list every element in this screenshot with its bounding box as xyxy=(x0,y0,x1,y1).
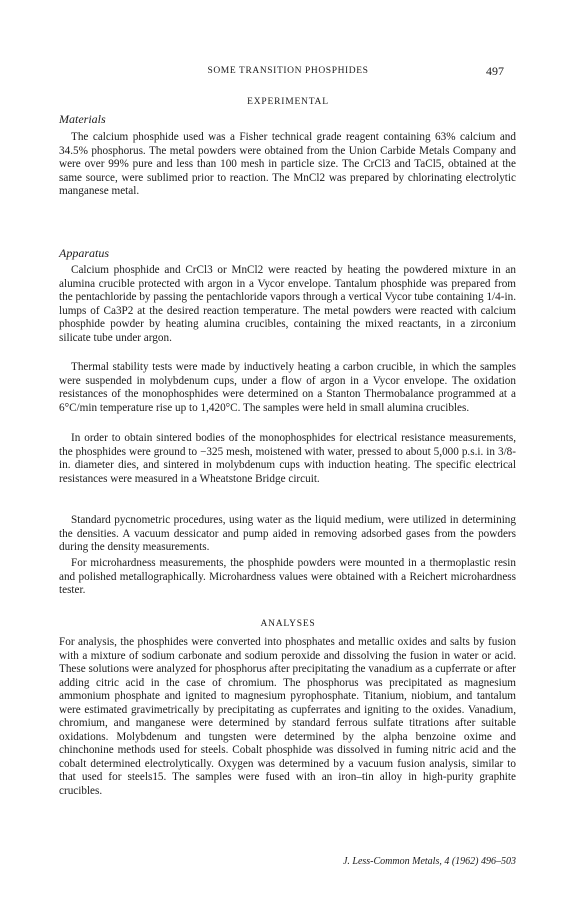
apparatus-paragraph-3: In order to obtain sintered bodies of the monophosphides for electrical resistance measurements, the phosphides were ground to −325 mesh, moistened with water, pressed to about 5,000 p.s.i. in 3/8-in. diameter dies, and sintered in molybdenum cups with induction heating. The specific electrical resistances were measured in a Wheatstone Bridge circuit. xyxy=(59,432,516,485)
running-head xyxy=(0,66,576,82)
apparatus-paragraph-5: For microhardness measurements, the phosphide powders were mounted in a thermoplastic resin and polished metallographically. Microhardness values were obtained with a Reichert microhardness tester. xyxy=(59,557,516,596)
apparatus-paragraph-1: Calcium phosphide and CrCl3 or MnCl2 were reacted by heating the powdered mixture in an alumina crucible protected with argon in a Vycor envelope. Tantalum phosphide was prepared from the pentachloride by passing the pentachloride vapors through a vertical Vycor tube containing 1/4-in. lumps of Ca3P2 at the desired reaction temperature. The metal powders were reacted with calcium phosphide powder by heating alumina crucibles, containing the mixed reactants, in a zirconium silicate tube under argon. xyxy=(59,264,516,344)
materials-paragraph: The calcium phosphide used was a Fisher technical grade reagent containing 63% calcium and 34.5% phosphorus. The metal powders were obtained from the Union Carbide Metals Company and were over 99% pure and less than 100 mesh in particle size. The CrCl3 and TaCl5, obtained at the same source, were sublimed prior to reaction. The MnCl2 was prepared by chlorinating electrolytic manganese metal. xyxy=(59,131,516,197)
page-number: 497 xyxy=(486,64,504,78)
apparatus-subheading: Apparatus xyxy=(59,246,110,260)
journal-citation: J. Less-Common Metals, 4 (1962) 496–503 xyxy=(342,856,516,867)
running-title: SOME TRANSITION PHOSPHIDES xyxy=(207,66,369,76)
analyses-heading: ANALYSES xyxy=(260,619,316,629)
apparatus-paragraph-2: Thermal stability tests were made by inductively heating a carbon crucible, in which the samples were suspended in molybdenum cups, under a flow of argon in a Vycor envelope. The oxidation resistances of the monophosphides were determined on a Stanton Thermobalance programmed at a 6°C/min temperature rise up to 1,420°C. The samples were held in small alumina crucibles. xyxy=(59,361,516,414)
apparatus-paragraph-4: Standard pycnometric procedures, using water as the liquid medium, were utilized in determining the densities. A vacuum dessicator and pump aided in removing adsorbed gases from the powders during the density measurements. xyxy=(59,514,516,553)
analyses-paragraph: For analysis, the phosphides were converted into phosphates and metallic oxides and salts by fusion with a mixture of sodium carbonate and sodium peroxide and dissolving the fusion in water or acid. These solutions were analyzed for phosphorus after precipitating the vanadium as a cupferrate or after adding citric acid in the case of chromium. The phosphorus was precipitated as magnesium ammonium phosphate and ignited to magnesium pyrophosphate. Titanium, niobium, and tantalum were estimated gravimetrically by precipitating as cupferrates and igniting to the oxides. Vanadium, chromium, and manganese were determined by standard ferrous sulfate titrations after suitable oxidations. Molybdenum and tungsten were determined by the alpha benzoine oxime and chinchonine methods used for steels. Cobalt phosphide was dissolved in fuming nitric acid and the cobalt determined electrolytically. Oxygen was determined by a vacuum fusion analysis, similar to that used for steels15. The samples were fused with an iron–tin alloy in high-purity graphite crucibles. xyxy=(59,636,516,797)
materials-subheading: Materials xyxy=(59,112,106,126)
experimental-heading: EXPERIMENTAL xyxy=(247,97,329,107)
